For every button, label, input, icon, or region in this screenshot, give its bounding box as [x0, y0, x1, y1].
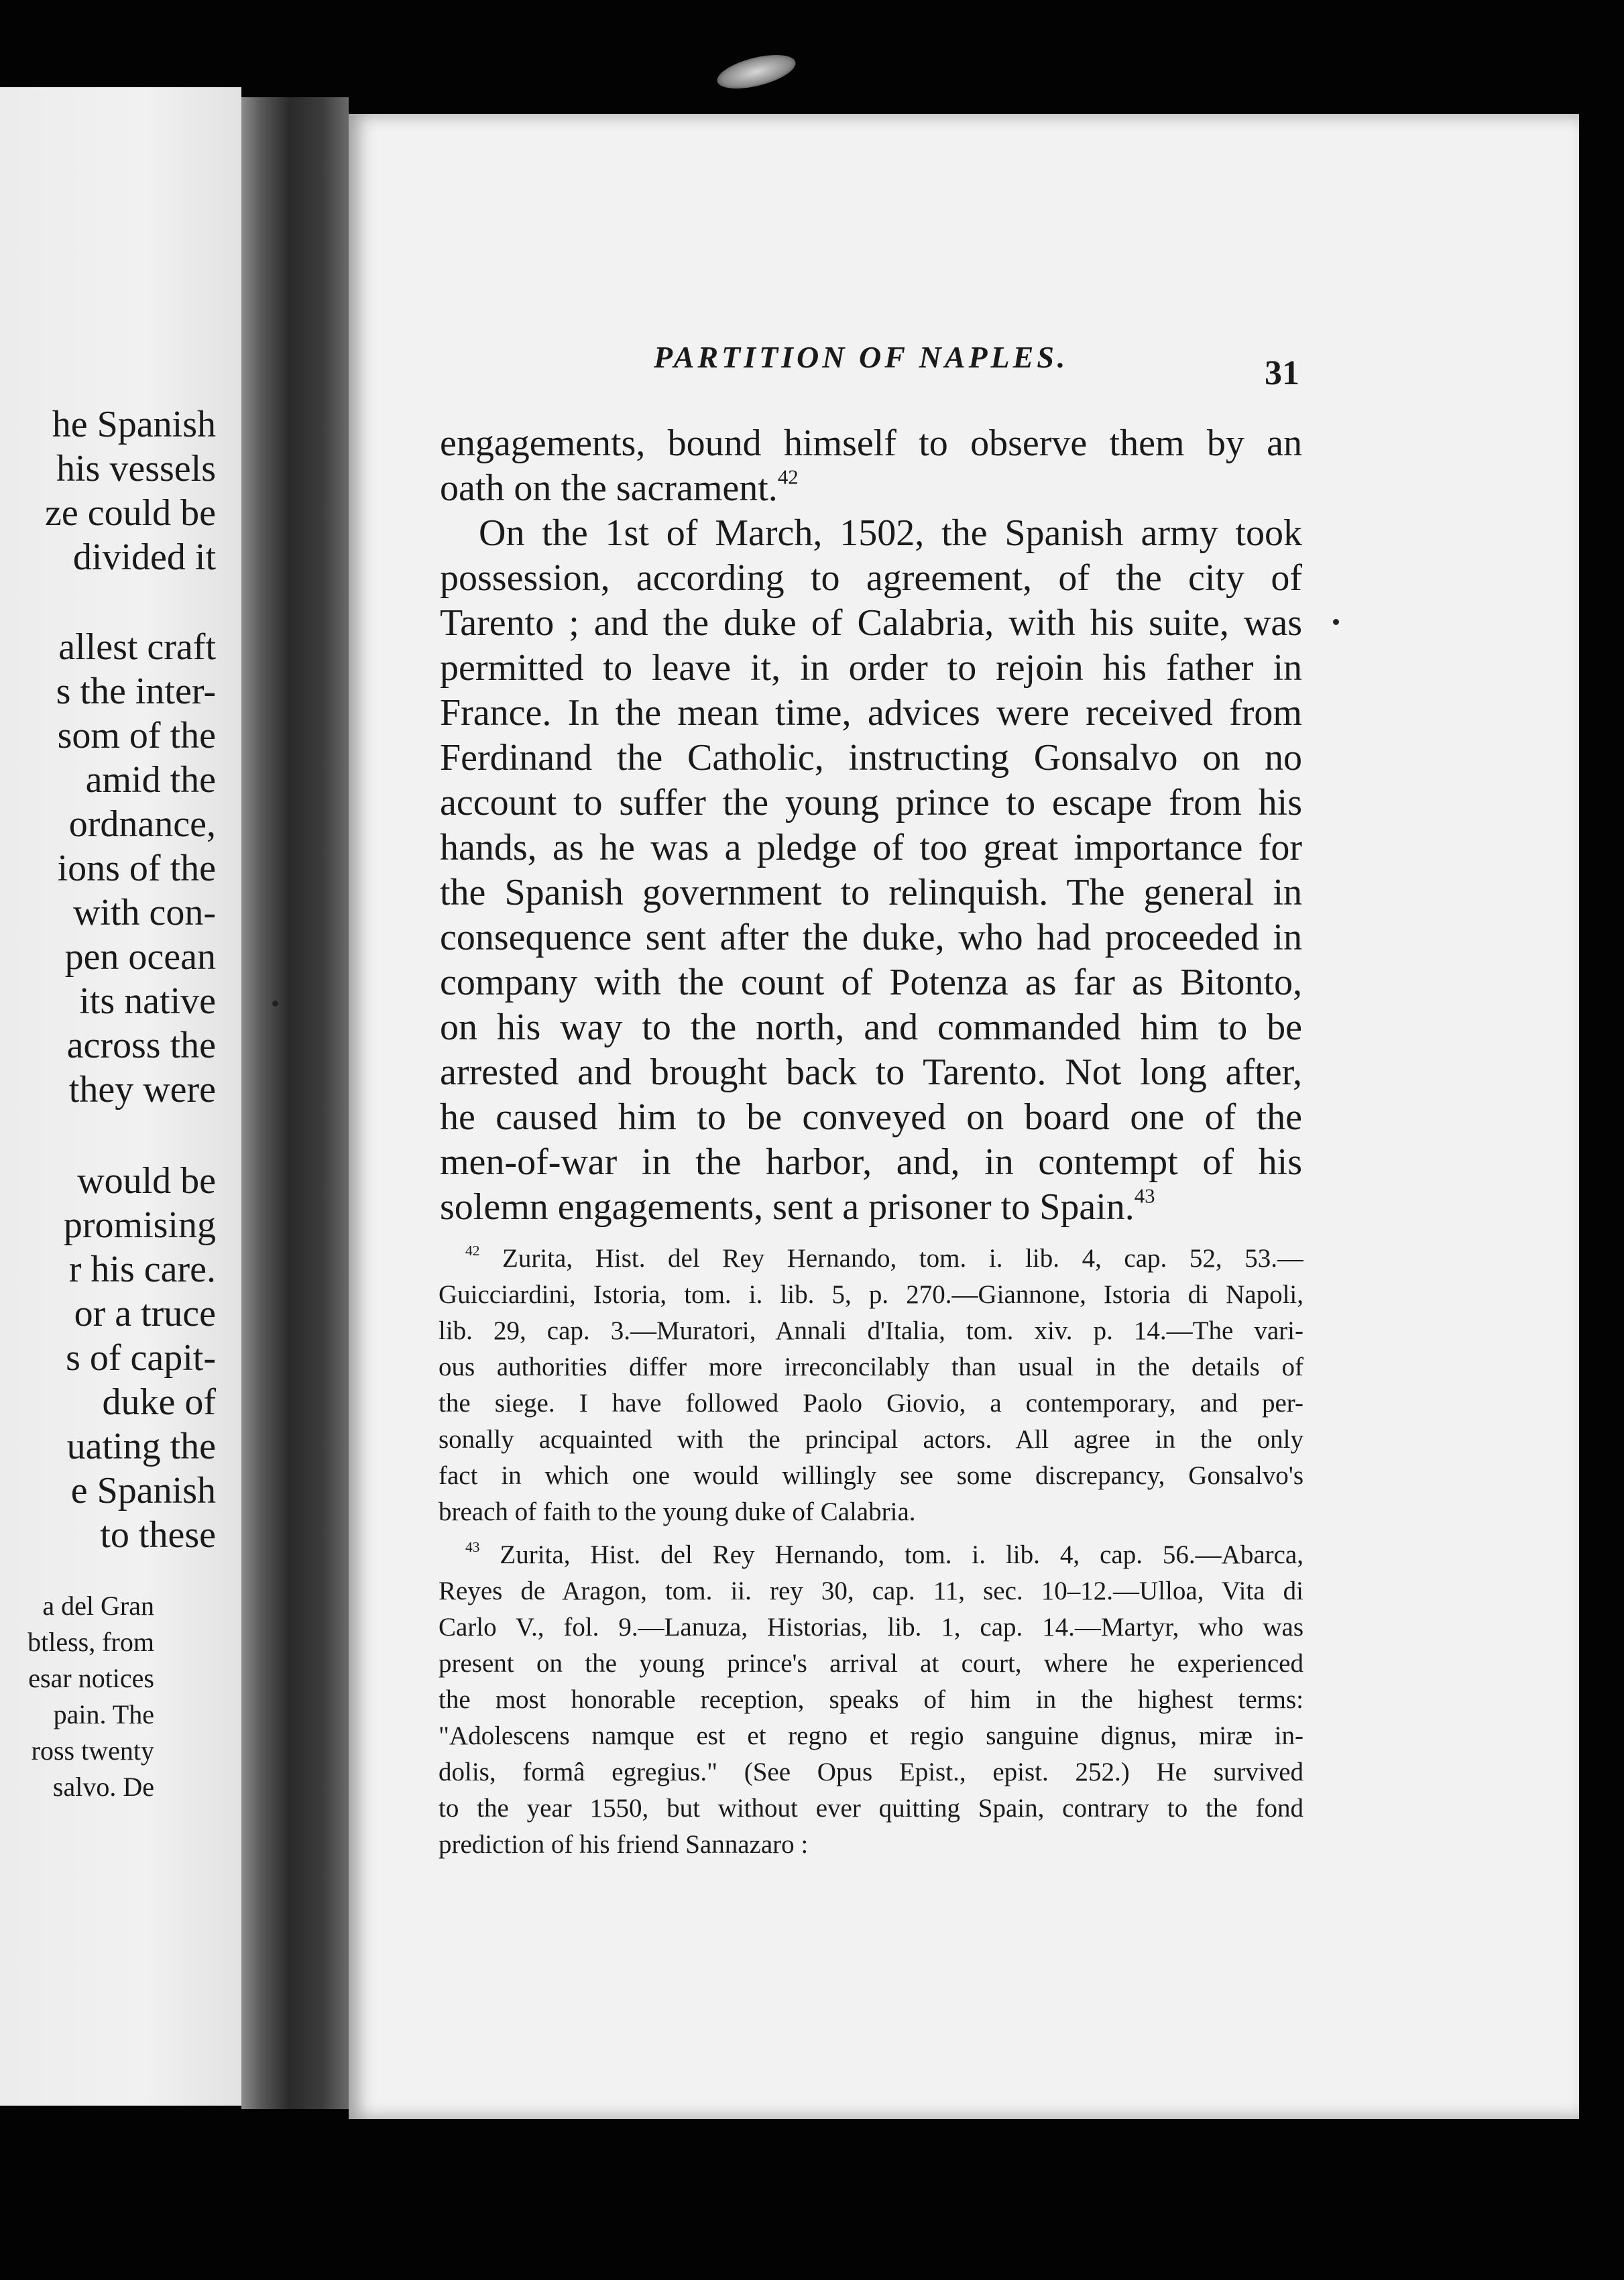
left-page: [0, 87, 241, 2106]
left-page-line: ordnance,: [68, 803, 216, 845]
body-line: consequence sent after the duke, who had proceeded in: [440, 917, 1302, 958]
footnote-line: Reyes de Aragon, tom. ii. rey 30, cap. 11, sec. 10–12.—Ulloa, Vita di: [439, 1577, 1303, 1605]
left-page-line: amid the: [85, 759, 216, 801]
footnote-marker: 43: [465, 1538, 480, 1555]
body-line: account to suffer the young prince to escape from his: [440, 782, 1302, 823]
footnote-line: Carlo V., fol. 9.—Lanuza, Historias, lib. 1, cap. 14.—Martyr, who was: [439, 1613, 1303, 1642]
left-page-line: e Spanish: [70, 1470, 216, 1512]
left-page-line: allest craft: [58, 626, 216, 668]
footnote-line: $^{43}$ Zurita, Hist. del Rey Hernando, tom. i. lib. 4, cap. 56.—Abarca,: [465, 1538, 1303, 1569]
footnote-line: lib. 29, cap. 3.—Muratori, Annali d'Italia, tom. xiv. p. 14.—The vari-: [439, 1316, 1303, 1345]
left-page-line: r his care.: [68, 1249, 216, 1290]
body-line: the Spanish government to relinquish. The general in: [440, 872, 1302, 913]
left-page-line: to these: [100, 1514, 216, 1556]
left-page-line: s the inter-: [56, 671, 216, 712]
body-line: oath on the sacrament.$^{42}$: [440, 466, 799, 509]
footnote-line: $^{42}$ Zurita, Hist. del Rey Hernando, tom. i. lib. 4, cap. 52, 53.—: [465, 1242, 1303, 1273]
left-page-line: divided it: [72, 536, 216, 578]
footnote-line: ous authorities differ more irreconcilably than usual in the details of: [439, 1353, 1303, 1381]
left-page-line: would be: [77, 1160, 216, 1202]
book-gutter-shadow: [241, 97, 349, 2109]
left-page-line: pen ocean: [64, 936, 216, 978]
footnote-line: present on the young prince's arrival at court, where he experienced: [439, 1649, 1303, 1678]
footnote-line: the siege. I have followed Paolo Giovio, a contemporary, and per-: [439, 1389, 1303, 1418]
footnote-line: "Adolescens namque est et regno et regio sanguine dignus, miræ in-: [439, 1721, 1303, 1750]
body-line: company with the count of Potenza as far as Bitonto,: [440, 962, 1302, 1003]
left-page-line: som of the: [57, 715, 216, 756]
left-page-footnote-line: salvo. De: [52, 1772, 154, 1802]
left-page-footnote-line: btless, from: [27, 1627, 154, 1657]
left-page-line: across the: [66, 1025, 216, 1066]
page-number: 31: [1265, 354, 1299, 392]
body-line: France. In the mean time, advices were received from: [440, 692, 1302, 734]
left-page-line: they were: [68, 1069, 216, 1110]
body-line: he caused him to be conveyed on board one of the: [440, 1096, 1302, 1138]
body-line: On the 1st of March, 1502, the Spanish army took: [479, 512, 1302, 554]
footnote-line: to the year 1550, but without ever quitting Spain, contrary to the fond: [439, 1794, 1303, 1823]
body-line: engagements, bound himself to observe them by an: [440, 422, 1302, 464]
left-page-line: or a truce: [74, 1293, 216, 1334]
left-page-line: ze could be: [45, 492, 216, 534]
footnote-line: fact in which one would willingly see some discrepancy, Gonsalvo's: [439, 1461, 1303, 1490]
body-line: Tarento ; and the duke of Calabria, with his suite, was: [440, 602, 1302, 644]
left-page-line: s of capit-: [66, 1337, 216, 1379]
body-text: [440, 421, 1302, 1230]
left-page-footnote-line: a del Gran: [42, 1591, 154, 1621]
body-line: arrested and brought back to Tarento. Not long after,: [440, 1051, 1302, 1093]
left-page-line: his vessels: [56, 448, 216, 490]
left-page-line: its native: [79, 980, 216, 1022]
footnote-line: dolis, formâ egregius." (See Opus Epist., epist. 252.) He survived: [439, 1758, 1303, 1786]
left-page-line: with con-: [72, 892, 216, 933]
left-page-line: he Spanish: [52, 404, 216, 445]
body-line: permitted to leave it, in order to rejoin his father in: [440, 647, 1302, 689]
footnote-line: the most honorable reception, speaks of him in the highest terms:: [439, 1685, 1303, 1714]
left-page-line: ions of the: [57, 848, 216, 889]
left-page-footnote-line: esar notices: [28, 1663, 154, 1693]
scan-speck: [272, 1001, 278, 1007]
footnote-line: sonally acquainted with the principal actors. All agree in the only: [439, 1425, 1303, 1454]
body-line: Ferdinand the Catholic, instructing Gonsalvo on no: [440, 737, 1302, 779]
footnote-marker: 42: [465, 1242, 480, 1259]
left-page-footnote-line: ross twenty: [31, 1735, 154, 1766]
footnote-ref: 42: [777, 466, 799, 489]
body-line: solemn engagements, sent a prisoner to Spain.$^{43}$: [440, 1185, 1155, 1228]
scan-speck: [1333, 619, 1339, 625]
left-page-line: uating the: [66, 1426, 216, 1467]
running-header: PARTITION OF NAPLES.: [654, 340, 1069, 374]
left-page-line: promising: [63, 1204, 216, 1246]
left-page-line: duke of: [102, 1381, 216, 1423]
body-line: men-of-war in the harbor, and, in contempt of his: [440, 1141, 1302, 1183]
footnote-ref: 43: [1134, 1185, 1155, 1208]
footnote-line: Guicciardini, Istoria, tom. i. lib. 5, p. 270.—Giannone, Istoria di Napoli,: [439, 1280, 1303, 1309]
footnotes: [439, 1241, 1303, 1863]
body-line: possession, according to agreement, of the city of: [440, 557, 1302, 599]
body-line: on his way to the north, and commanded him to be: [440, 1007, 1302, 1048]
footnote-line: breach of faith to the young duke of Calabria.: [439, 1497, 916, 1526]
left-page-footnote-line: pain. The: [53, 1699, 154, 1729]
body-line: hands, as he was a pledge of too great importance for: [440, 827, 1302, 868]
footnote-line: prediction of his friend Sannazaro :: [439, 1830, 809, 1859]
